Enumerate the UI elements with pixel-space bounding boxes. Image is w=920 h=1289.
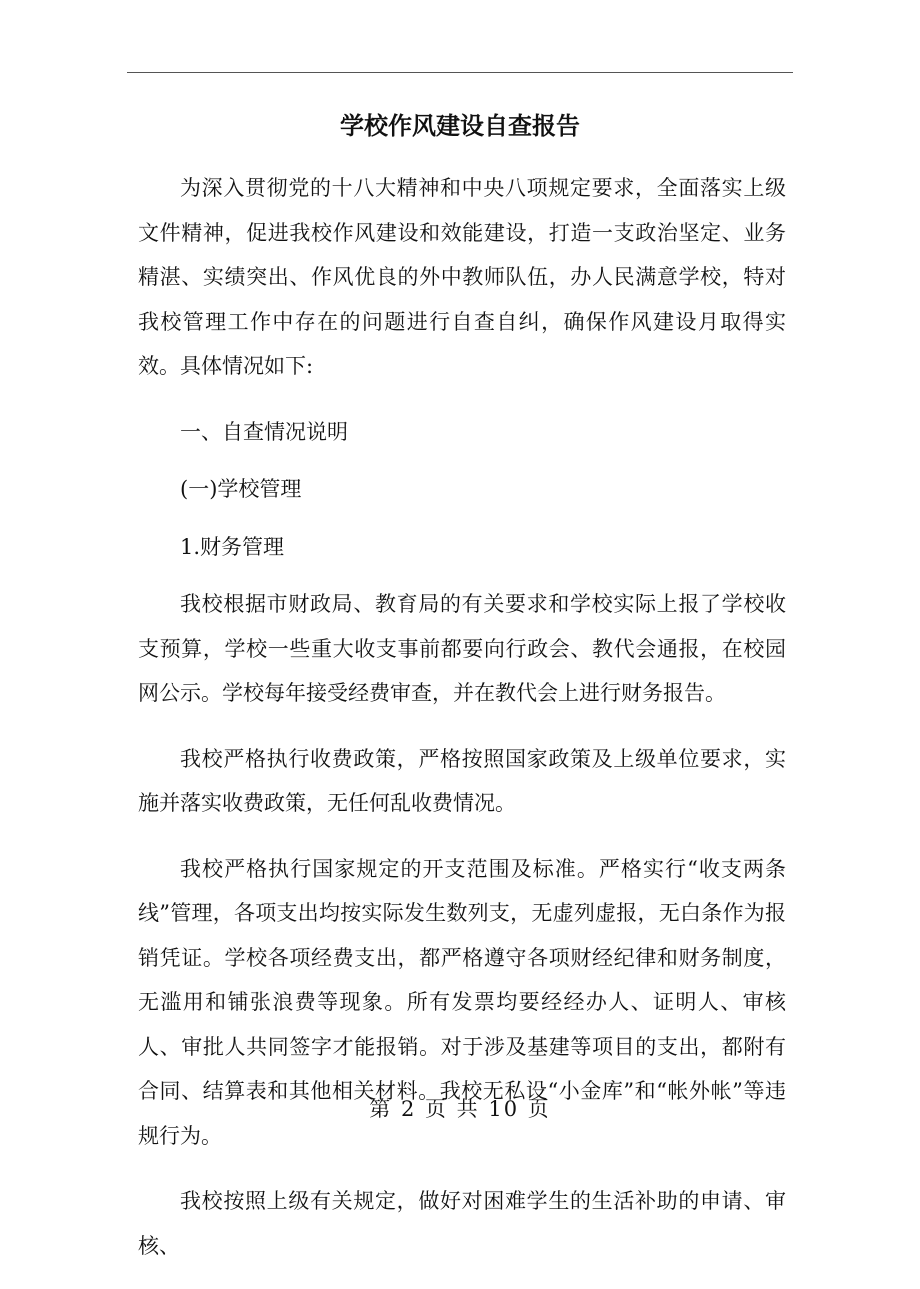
- paragraph-student-aid: 我校按照上级有关规定，做好对困难学生的生活补助的申请、审核、: [138, 1189, 786, 1258]
- subsection-heading-school-management: (一)学校管理: [180, 477, 302, 501]
- item-heading-finance: 1.财务管理: [180, 534, 285, 559]
- paragraph-fees: 我校严格执行收费政策，严格按照国家政策及上级单位要求，实施并落实收费政策，无任何乱收费情况。: [138, 746, 786, 815]
- paragraph-budget: 我校根据市财政局、教育局的有关要求和学校实际上报了学校收支预算，学校一些重大收支事前都要向行政会、教代会通报，在校园网公示。学校每年接受经费审查，并在教代会上进行财务报告。: [138, 592, 786, 705]
- header-rule: [127, 72, 793, 73]
- document-title: 学校作风建设自查报告: [340, 111, 580, 140]
- page-number: 第 2 页 共 10 页: [369, 1097, 551, 1121]
- intro-paragraph: 为深入贯彻党的十八大精神和中央八项规定要求，全面落实上级文件精神，促进我校作风建设和效能建设，打造一支政治坚定、业务精湛、实绩突出、作风优良的外中教师队伍，办人民满意学校，特对我校管理工作中存在的问题进行自查自纠，确保作风建设月取得实效。具体情况如下:: [138, 176, 786, 378]
- paragraph-expenditure: 我校严格执行国家规定的开支范围及标准。严格实行“收支两条线”管理，各项支出均按实际发生数列支，无虚列虚报，无白条作为报销凭证。学校各项经费支出，都严格遵守各项财经纪律和财务制度，无滥用和铺张浪费等现象。所有发票均要经经办人、证明人、审核人、审批人共同签字才能报销。对于涉及基建等项目的支出，都附有合同、结算表和其他相关材料。我校无私设“小金库”和“帐外帐”等违规行为。: [138, 856, 786, 1148]
- section-heading-1: 一、自查情况说明: [180, 419, 348, 444]
